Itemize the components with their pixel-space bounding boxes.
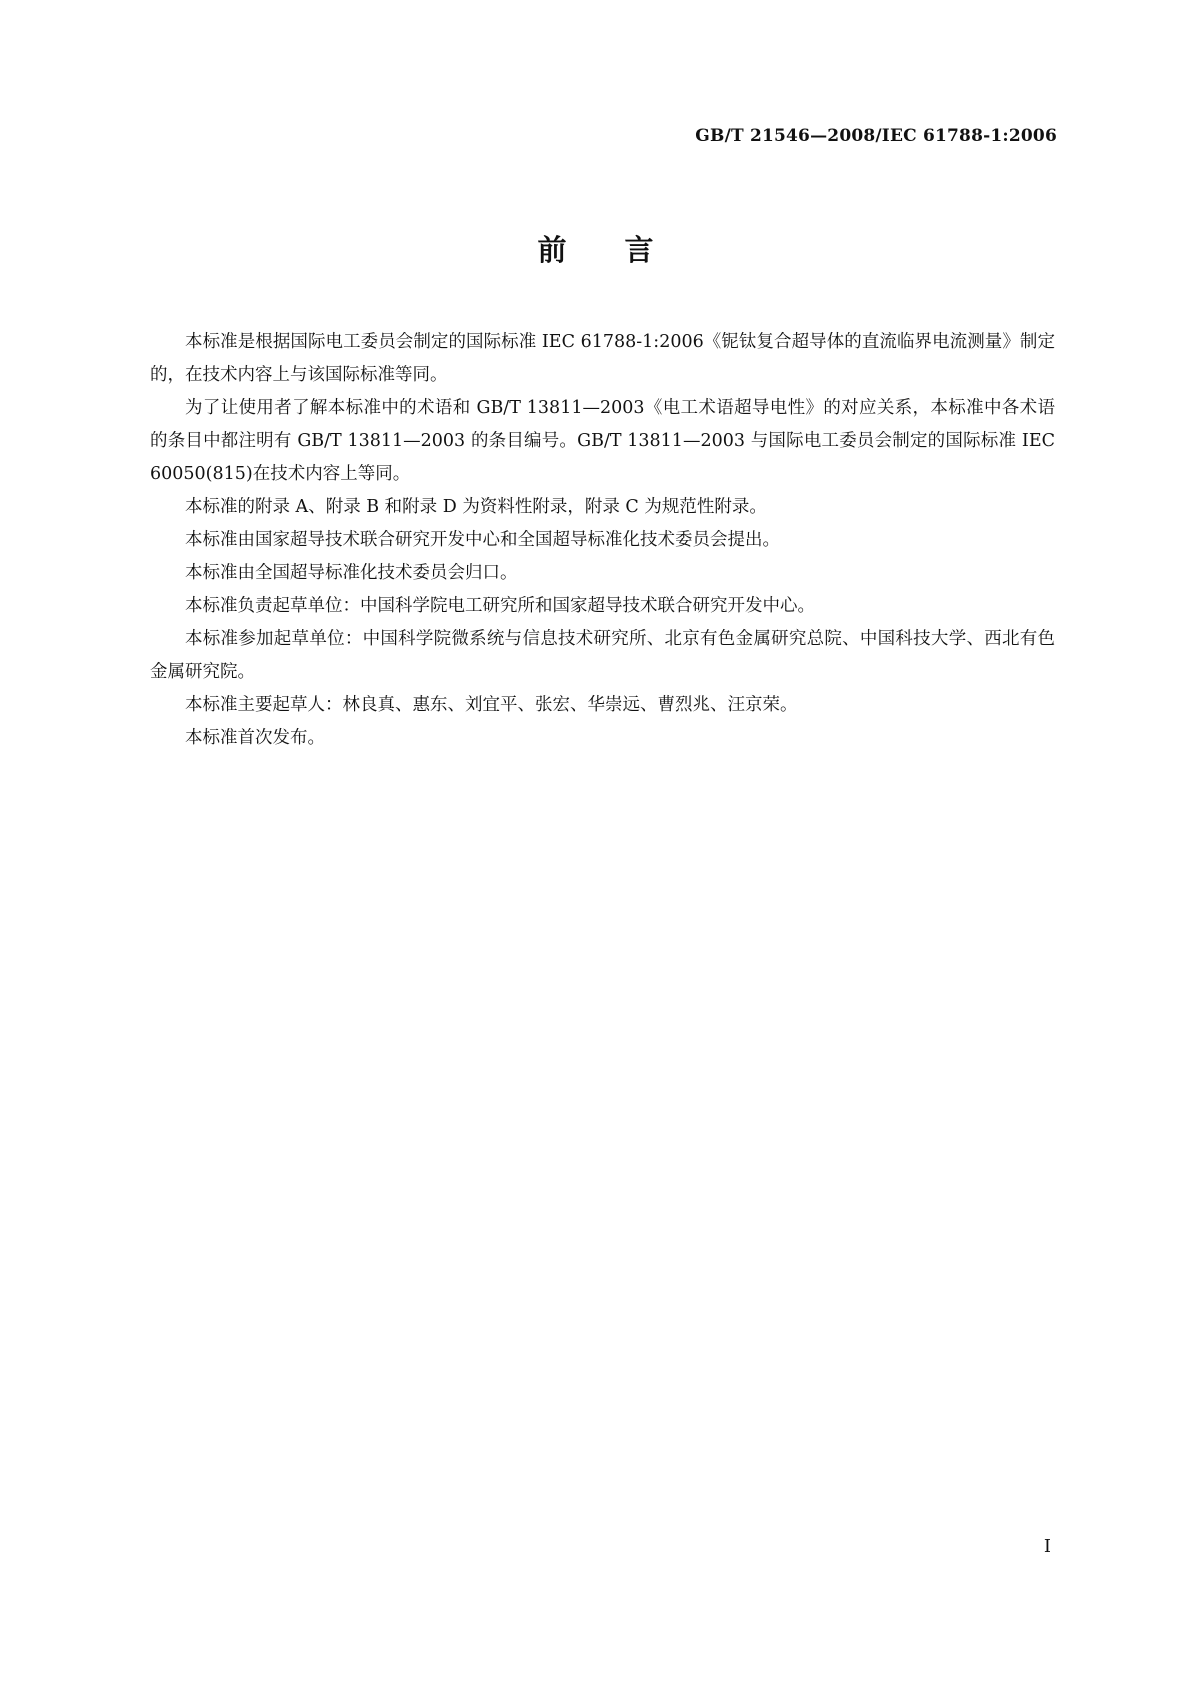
foreword-body xyxy=(150,326,1055,755)
paragraph: 本标准首次发布。 xyxy=(185,728,325,748)
paragraph: 本标准由国家超导技术联合研究开发中心和全国超导标准化技术委员会提出。 xyxy=(185,530,780,550)
paragraph: 本标准的附录 A、附录 B 和附录 D 为资料性附录，附录 C 为规范性附录。 xyxy=(185,497,767,517)
paragraph: 为了让使用者了解本标准中的术语和 GB/T 13811—2003《电工术语超导电性》的对应关系，本标准中各术语的条目中都注明有 GB/T 13811—2003 的条目编号。GB/T 13811—2003 与国际电工委员会制定的国际标准 IEC 60050(815)在技术内容上等同。 xyxy=(150,398,1055,484)
page-number: I xyxy=(1043,1536,1051,1557)
paragraph: 本标准主要起草人：林良真、惠东、刘宜平、张宏、华崇远、曹烈兆、汪京荣。 xyxy=(185,695,798,715)
paragraph: 本标准参加起草单位：中国科学院微系统与信息技术研究所、北京有色金属研究总院、中国科技大学、西北有色金属研究院。 xyxy=(150,629,1055,682)
standard-code-header: GB/T 21546—2008/IEC 61788-1:2006 xyxy=(695,126,1057,146)
page-title: 前言 xyxy=(537,233,712,267)
paragraph: 本标准负责起草单位：中国科学院电工研究所和国家超导技术联合研究开发中心。 xyxy=(185,596,815,616)
paragraph: 本标准由全国超导标准化技术委员会归口。 xyxy=(185,563,518,583)
paragraph: 本标准是根据国际电工委员会制定的国际标准 IEC 61788-1:2006《铌钛复合超导体的直流临界电流测量》制定的，在技术内容上与该国际标准等同。 xyxy=(150,332,1055,385)
